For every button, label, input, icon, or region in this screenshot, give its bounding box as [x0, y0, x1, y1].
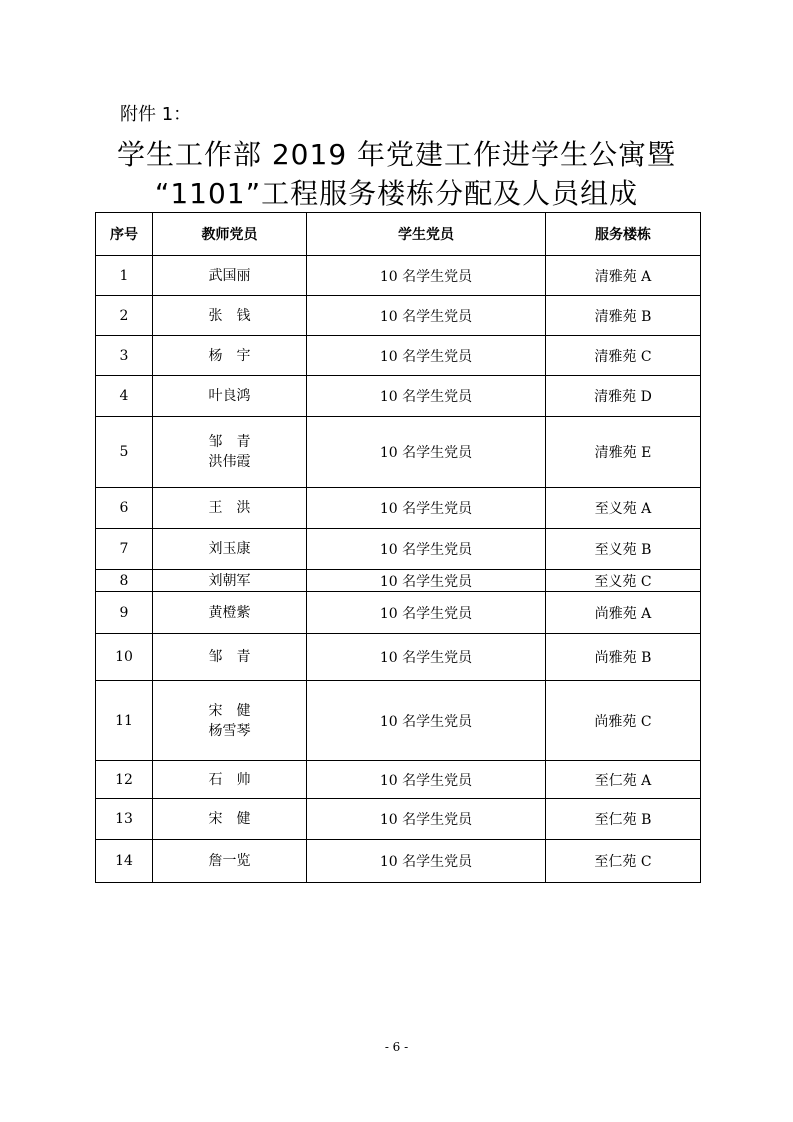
cell-teacher [153, 634, 307, 681]
cell-students: 10 名学生党员 [307, 417, 546, 488]
cell-teacher [153, 840, 307, 883]
table-row [96, 570, 701, 592]
cell-teacher [153, 570, 307, 592]
teacher-name: 刘玉康 [208, 541, 251, 557]
table-row [96, 529, 701, 570]
teacher-name: 杨雪琴 [208, 722, 251, 739]
cell-students: 10 名学生党员 [307, 376, 546, 417]
teacher-name: 邹 青 [208, 434, 251, 450]
cell-number: 8 [96, 570, 153, 592]
cell-building: 清雅苑 E [546, 417, 701, 488]
cell-number: 9 [96, 592, 153, 634]
cell-building: 清雅苑 A [546, 256, 701, 296]
cell-number: 13 [96, 799, 153, 840]
column-header-number: 序号 [96, 213, 153, 256]
table-row [96, 799, 701, 840]
cell-building: 清雅苑 D [546, 376, 701, 417]
column-header-students: 学生党员 [307, 213, 546, 256]
table-row [96, 336, 701, 376]
cell-teacher [153, 529, 307, 570]
cell-number: 1 [96, 256, 153, 296]
table-row [96, 488, 701, 529]
cell-teacher [153, 296, 307, 336]
teacher-name: 邹 青 [208, 649, 251, 665]
cell-students: 10 名学生党员 [307, 488, 546, 529]
cell-building: 尚雅苑 C [546, 681, 701, 761]
teacher-name: 张 钱 [208, 307, 251, 324]
cell-number: 11 [96, 681, 153, 761]
cell-students: 10 名学生党员 [307, 592, 546, 634]
cell-number: 4 [96, 376, 153, 417]
cell-students: 10 名学生党员 [307, 256, 546, 296]
cell-number: 14 [96, 840, 153, 883]
table-row [96, 592, 701, 634]
cell-students: 10 名学生党员 [307, 570, 546, 592]
cell-students: 10 名学生党员 [307, 761, 546, 799]
teacher-name: 杨 宇 [208, 347, 251, 364]
table-row [96, 761, 701, 799]
cell-building: 至仁苑 A [546, 761, 701, 799]
cell-building: 至义苑 C [546, 570, 701, 592]
cell-number: 5 [96, 417, 153, 488]
cell-teacher [153, 681, 307, 761]
cell-number: 10 [96, 634, 153, 681]
cell-building: 至仁苑 C [546, 840, 701, 883]
cell-teacher [153, 376, 307, 417]
cell-students: 10 名学生党员 [307, 681, 546, 761]
table-header-row [96, 213, 701, 256]
teacher-name: 叶良鸿 [208, 388, 251, 404]
cell-teacher [153, 256, 307, 296]
teacher-name: 宋 健 [208, 702, 251, 719]
document-title-line-1: 学生工作部 2019 年党建工作进学生公寓暨 [116, 138, 677, 171]
table-row [96, 376, 701, 417]
cell-teacher [153, 417, 307, 488]
cell-students: 10 名学生党员 [307, 296, 546, 336]
cell-teacher [153, 799, 307, 840]
cell-teacher [153, 336, 307, 376]
cell-teacher [153, 592, 307, 634]
cell-building: 至义苑 B [546, 529, 701, 570]
column-header-building: 服务楼栋 [546, 213, 701, 256]
teacher-name: 石 帅 [208, 771, 251, 788]
page-number: - 6 - [384, 1040, 409, 1054]
cell-teacher [153, 488, 307, 529]
cell-building: 清雅苑 B [546, 296, 701, 336]
document-title-line-2: “1101”工程服务楼栋分配及人员组成 [154, 177, 639, 210]
teacher-name: 宋 健 [208, 811, 251, 827]
cell-building: 至仁苑 B [546, 799, 701, 840]
cell-building: 至义苑 A [546, 488, 701, 529]
table-row [96, 681, 701, 761]
assignment-table [95, 212, 701, 883]
cell-teacher [153, 761, 307, 799]
column-header-teacher: 教师党员 [153, 213, 307, 256]
cell-number: 3 [96, 336, 153, 376]
table-row [96, 296, 701, 336]
cell-building: 尚雅苑 A [546, 592, 701, 634]
table-row [96, 256, 701, 296]
table-row [96, 417, 701, 488]
table-row [96, 634, 701, 681]
table-body [96, 256, 701, 883]
table-row [96, 840, 701, 883]
cell-number: 2 [96, 296, 153, 336]
teacher-name: 黄橙紫 [208, 604, 251, 621]
cell-number: 7 [96, 529, 153, 570]
teacher-name: 詹一览 [208, 853, 251, 869]
cell-number: 6 [96, 488, 153, 529]
cell-students: 10 名学生党员 [307, 634, 546, 681]
cell-students: 10 名学生党员 [307, 336, 546, 376]
teacher-name: 武国丽 [208, 267, 251, 284]
teacher-name: 洪伟霞 [208, 454, 251, 470]
teacher-name: 刘朝军 [208, 572, 251, 589]
teacher-name: 王 洪 [208, 500, 251, 516]
cell-building: 清雅苑 C [546, 336, 701, 376]
attachment-label: 附件 1： [120, 104, 192, 125]
cell-students: 10 名学生党员 [307, 529, 546, 570]
cell-students: 10 名学生党员 [307, 799, 546, 840]
cell-number: 12 [96, 761, 153, 799]
cell-building: 尚雅苑 B [546, 634, 701, 681]
cell-students: 10 名学生党员 [307, 840, 546, 883]
